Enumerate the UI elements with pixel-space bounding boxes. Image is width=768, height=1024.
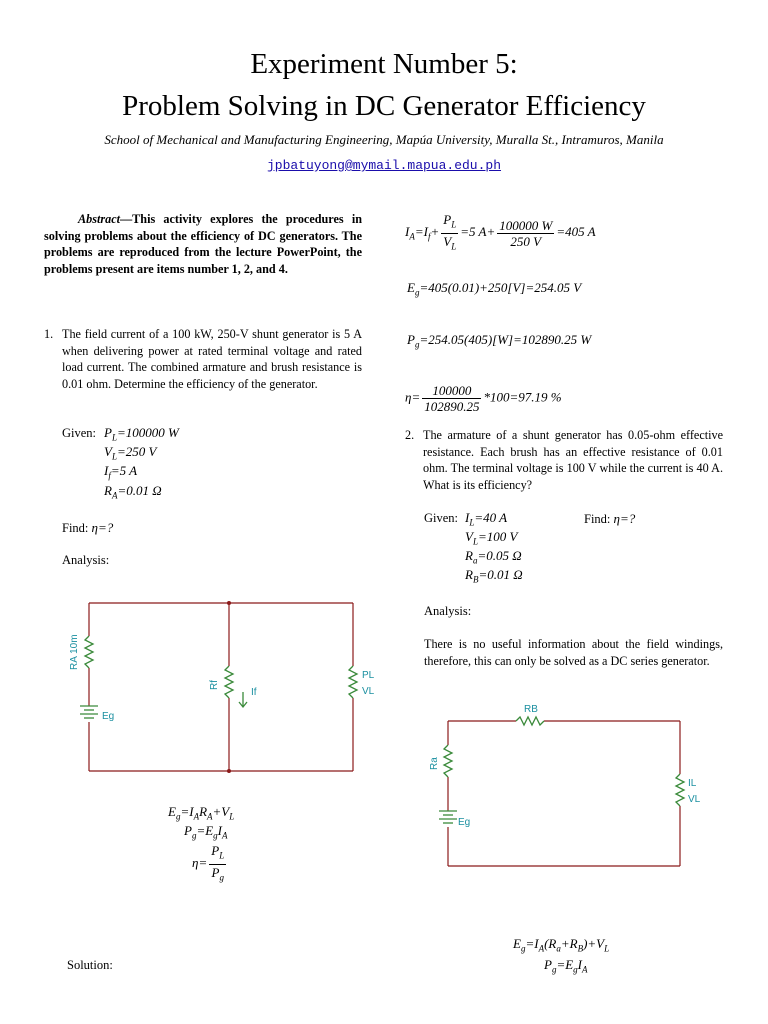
formula-eta: η= $\frac{P_L}{P_g}$ bbox=[192, 843, 225, 883]
label-rf: Rf bbox=[209, 680, 220, 690]
solution-eta: η= $\frac{100000}{102890.25}$ *100=97.19 % bbox=[405, 383, 562, 414]
label-ra: RA 10m bbox=[69, 634, 80, 670]
problem-1-number: 1. bbox=[44, 327, 54, 341]
analysis-label-1: Analysis: bbox=[62, 553, 110, 567]
label-eg-1: Eg bbox=[102, 711, 115, 722]
problem-2-text: The armature of a shunt generator has 0.05-ohm effective resistance. Each brush has an effective resistance of 0.01 ohm. The terminal voltage is 100 V while the current is 40 A. What is its efficiency? bbox=[423, 428, 723, 492]
label-il: IL bbox=[688, 778, 697, 789]
email-link[interactable]: jpbatuyong@mymail.mapua.edu.ph bbox=[266, 158, 502, 173]
given-il: $I_L=40$ A bbox=[465, 510, 508, 528]
label-pl: PL bbox=[362, 670, 375, 681]
label-ra-2: Ra bbox=[429, 757, 440, 770]
title-line-2: Problem Solving in DC Generator Efficiency bbox=[122, 90, 646, 122]
label-vl-1: VL bbox=[362, 686, 375, 697]
solution-eg: $E_g=405(0.01)+250[V]=254.05$ V bbox=[407, 280, 582, 298]
formula-pg: $P_g=E_gI_A$ bbox=[184, 823, 228, 841]
formula-eg: $E_g=I_AR_A+V_L$ bbox=[168, 804, 235, 822]
given-label-2: Given: bbox=[424, 511, 459, 525]
problem-2-number: 2. bbox=[405, 428, 415, 442]
affiliation: School of Mechanical and Manufacturing Engineering, Mapúa University, Muralla St., Intramuros, Manila bbox=[104, 132, 664, 147]
label-if: If bbox=[251, 687, 257, 698]
given-vl: $V_L=250$ V bbox=[104, 444, 157, 462]
solution-ia: $I_A=I_f+$ $\frac{P_L}{V_L}$ =5 A+ $\frac{100000 W}{250 V}$ =405 A bbox=[405, 212, 596, 252]
formula-eg-2: $E_g=I_A(R_a+R_B)+V_L$ bbox=[513, 936, 610, 954]
solution-label: Solution: bbox=[67, 958, 113, 972]
label-rb: RB bbox=[524, 704, 538, 715]
given-if: $I_f=5$ A bbox=[104, 463, 138, 481]
find-label-2: Find: η=? bbox=[584, 511, 636, 526]
analysis-label-2: Analysis: bbox=[424, 604, 472, 618]
problem-1-text: The field current of a 100 kW, 250-V shunt generator is 5 A when delivering power at rated terminal voltage and rated load current. The combined armature and brush resistance is 0.01 ohm. Determine the efficiency of the generator. bbox=[62, 327, 362, 391]
label-eg-2: Eg bbox=[458, 817, 471, 828]
given-label-1: Given: bbox=[62, 426, 97, 440]
formula-pg-2: $P_g=E_gI_A$ bbox=[544, 957, 588, 975]
analysis-text-2: There is no useful information about the field windings, therefore, this can only be solved as a DC series generator. bbox=[424, 637, 723, 668]
given-vl-2: $V_L=100$ V bbox=[465, 529, 518, 547]
given-ra-2: $R_a=0.05$ Ω bbox=[465, 548, 522, 566]
find-label-1: Find: η=? bbox=[62, 520, 114, 535]
abstract-text: —This activity explores the procedures in solving problems about the efficiency of DC generators. The problems are reproduced from the lecture PowerPoint, the problems present are items number 1, 2, and 4. bbox=[44, 212, 362, 276]
given-pl: $P_L=100000$ W bbox=[104, 425, 179, 443]
circuit-diagram-2 bbox=[420, 700, 710, 875]
abstract bbox=[44, 211, 362, 277]
circuit-diagram-1 bbox=[60, 592, 375, 782]
problem-2 bbox=[405, 427, 723, 493]
label-vl-2: VL bbox=[688, 794, 701, 805]
solution-pg: $P_g=254.05(405)[W]=102890.25$ W bbox=[407, 332, 592, 350]
title-line-1: Experiment Number 5: bbox=[250, 48, 518, 80]
problem-1 bbox=[44, 326, 362, 392]
given-ra: $R_A=0.01$ Ω bbox=[104, 483, 162, 501]
given-rb: $R_B=0.01$ Ω bbox=[465, 567, 523, 585]
abstract-lead: Abstract bbox=[78, 212, 120, 226]
